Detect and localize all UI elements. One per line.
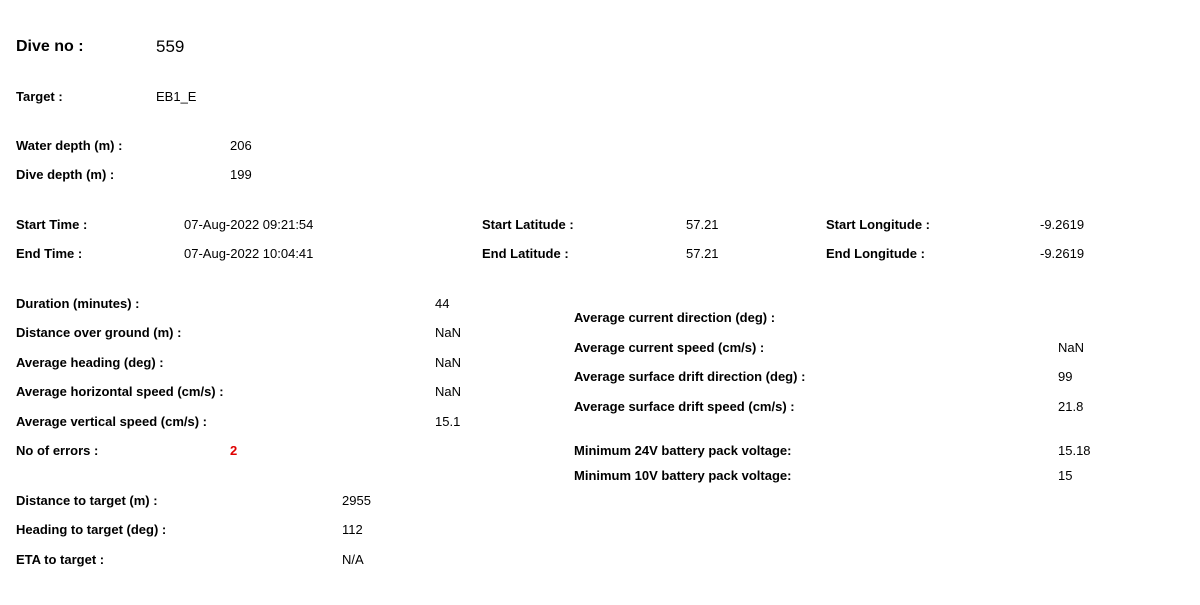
- end-latitude-label: End Latitude :: [482, 246, 569, 261]
- average-surface-drift-speed-label: Average surface drift speed (cm/s) :: [574, 399, 795, 414]
- start-time-label: Start Time :: [16, 217, 88, 232]
- errors-label: No of errors :: [16, 443, 99, 458]
- average-heading-label: Average heading (deg) :: [16, 355, 164, 370]
- min-24v-battery-label: Minimum 24V battery pack voltage:: [574, 443, 792, 458]
- duration-label: Duration (minutes) :: [16, 296, 140, 311]
- end-time-value: 07-Aug-2022 10:04:41: [184, 246, 314, 261]
- water-depth-label: Water depth (m) :: [16, 138, 123, 153]
- water-depth-value: 206: [230, 138, 252, 153]
- start-longitude-value: -9.2619: [1040, 217, 1085, 232]
- average-heading-value: NaN: [435, 355, 462, 370]
- min-24v-battery-value: 15.18: [1058, 443, 1091, 458]
- start-longitude-label: Start Longitude :: [826, 217, 930, 232]
- min-10v-battery-label: Minimum 10V battery pack voltage:: [574, 468, 792, 483]
- distance-to-target-label: Distance to target (m) :: [16, 493, 158, 508]
- dive-no-label: Dive no :: [16, 38, 84, 55]
- end-longitude-value: -9.2619: [1040, 246, 1085, 261]
- start-latitude-label: Start Latitude :: [482, 217, 574, 232]
- min-10v-battery-value: 15: [1058, 468, 1073, 483]
- distance-to-target-value: 2955: [342, 493, 371, 508]
- heading-to-target-label: Heading to target (deg) :: [16, 522, 167, 537]
- dive-depth-value: 199: [230, 167, 252, 182]
- errors-value: 2: [230, 443, 238, 458]
- eta-to-target-value: N/A: [342, 552, 364, 567]
- average-surface-drift-direction-label: Average surface drift direction (deg) :: [574, 369, 806, 384]
- average-surface-drift-direction-value: 99: [1058, 369, 1073, 384]
- average-current-speed-label: Average current speed (cm/s) :: [574, 340, 765, 355]
- dive-depth-label: Dive depth (m) :: [16, 167, 115, 182]
- average-horizontal-speed-label: Average horizontal speed (cm/s) :: [16, 384, 224, 399]
- end-time-label: End Time :: [16, 246, 83, 261]
- target-label: Target :: [16, 89, 63, 104]
- average-current-direction-label: Average current direction (deg) :: [574, 310, 776, 325]
- distance-over-ground-value: NaN: [435, 325, 462, 340]
- end-longitude-label: End Longitude :: [826, 246, 925, 261]
- average-surface-drift-speed-value: 21.8: [1058, 399, 1084, 414]
- start-time-value: 07-Aug-2022 09:21:54: [184, 217, 314, 232]
- target-value: EB1_E: [156, 89, 197, 104]
- average-horizontal-speed-value: NaN: [435, 384, 462, 399]
- duration-value: 44: [435, 296, 450, 311]
- average-vertical-speed-label: Average vertical speed (cm/s) :: [16, 414, 207, 429]
- heading-to-target-value: 112: [342, 522, 363, 537]
- average-current-speed-value: NaN: [1058, 340, 1085, 355]
- eta-to-target-label: ETA to target :: [16, 552, 105, 567]
- dive-no-value: 559: [156, 37, 185, 56]
- end-latitude-value: 57.21: [686, 246, 719, 261]
- average-vertical-speed-value: 15.1: [435, 414, 461, 429]
- start-latitude-value: 57.21: [686, 217, 719, 232]
- distance-over-ground-label: Distance over ground (m) :: [16, 325, 182, 340]
